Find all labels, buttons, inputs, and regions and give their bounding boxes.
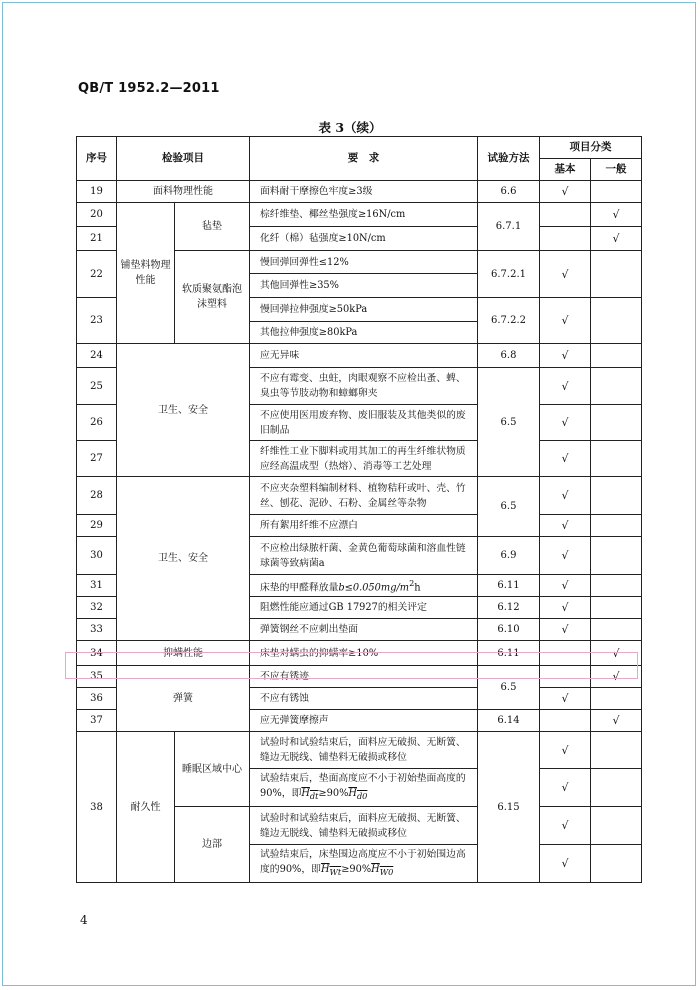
header-general: 一般 — [591, 159, 642, 181]
row-seq: 32 — [77, 597, 117, 619]
requirement-text — [250, 575, 478, 597]
table-row — [77, 203, 642, 227]
requirement-text: 慢回弹回弹性≤12% — [250, 251, 478, 274]
item-label: 抑螨性能 — [117, 641, 250, 666]
requirement-text: 应无异味 — [250, 344, 478, 368]
requirement-text: 试验时和试验结束后，面料应无破损、无断簧、缝边无脱线、铺垫料无破损或移位 — [250, 807, 478, 845]
ratio-text: ≥90% — [318, 788, 349, 800]
method-code: 6.10 — [478, 619, 540, 641]
item-label: 耐久性 — [117, 732, 175, 883]
header-seq: 序号 — [77, 137, 117, 181]
basic-check-mark: √ — [540, 732, 591, 769]
header-requirement: 要 求 — [250, 137, 478, 181]
method-code: 6.5 — [478, 477, 540, 537]
general-check-mark: √ — [591, 227, 642, 251]
sub-item-label: 边部 — [175, 807, 250, 883]
basic-check-mark: √ — [540, 181, 591, 203]
requirement-text: 不应有霉变、虫蛀，肉眼观察不应检出蚤、蜱、臭虫等节肢动物和蟑螂卵夹 — [250, 368, 478, 405]
basic-check-mark: √ — [540, 477, 591, 515]
row-seq: 38 — [77, 732, 117, 883]
header-basic: 基本 — [540, 159, 591, 181]
basic-check-mark: √ — [540, 769, 591, 807]
requirement-text: 化纤（棉）毡强度≥10N/cm — [250, 227, 478, 251]
item-label: 面料物理性能 — [117, 181, 250, 203]
row-seq: 22 — [77, 251, 117, 298]
method-code: 6.6 — [478, 181, 540, 203]
method-code: 6.8 — [478, 344, 540, 368]
requirement-text: 应无弹簧摩擦声 — [250, 710, 478, 732]
requirement-text: 不应检出绿脓杆菌、金黄色葡萄球菌和溶血性链球菌等致病菌a — [250, 537, 478, 575]
table-row — [77, 344, 642, 368]
unit-suffix: h — [414, 582, 421, 594]
basic-check-mark: √ — [540, 845, 591, 883]
height-rule-text: 试验结束后，垫面高度应不小于初始垫面高度的90%，即 — [260, 773, 466, 800]
table-row — [77, 181, 642, 203]
row-seq: 33 — [77, 619, 117, 641]
method-code: 6.15 — [478, 732, 540, 883]
method-code: 6.7.2.1 — [478, 251, 540, 298]
row-seq: 25 — [77, 368, 117, 405]
basic-check-mark: √ — [540, 515, 591, 537]
row-seq: 28 — [77, 477, 117, 515]
method-code: 6.12 — [478, 597, 540, 619]
document-code: QB/T 1952.2—2011 — [78, 81, 220, 96]
basic-check-mark: √ — [540, 441, 591, 477]
edge-initial-symbol: $H_{W0}$ — [371, 864, 394, 877]
row-34-highlight — [65, 652, 638, 679]
row-seq: 34 — [77, 641, 117, 666]
row-seq: 24 — [77, 344, 117, 368]
header-category: 项目分类 — [540, 137, 642, 159]
formaldehyde-text: 床垫的甲醛释放量 — [260, 582, 339, 594]
row-seq: 36 — [77, 688, 117, 710]
ratio-text: ≥90% — [341, 864, 372, 876]
general-check-mark: √ — [591, 203, 642, 227]
formaldehyde-limit: b≤0.050mg/m — [338, 582, 410, 594]
edge-rule-text: 试验结束后，床垫围边高度应不小于初始围边高度的90%，即 — [260, 849, 466, 876]
requirement-text — [250, 769, 478, 807]
sub-item-label: 毡垫 — [175, 203, 250, 251]
method-code: 6.5 — [478, 368, 540, 477]
row-seq: 21 — [77, 227, 117, 251]
basic-check-mark: √ — [540, 619, 591, 641]
requirement-text: 慢回弹拉伸强度≥50kPa — [250, 298, 478, 322]
requirement-text: 其他拉伸强度≥80kPa — [250, 322, 478, 344]
page-number: 4 — [80, 913, 88, 927]
row-seq: 29 — [77, 515, 117, 537]
general-check-mark: √ — [591, 641, 642, 666]
item-label: 卫生、安全 — [117, 477, 250, 641]
requirement-text: 试验时和试验结束后，面料应无破损、无断簧、缝边无脱线、铺垫料无破损或移位 — [250, 732, 478, 769]
method-code: 6.7.1 — [478, 203, 540, 251]
requirement-text: 阻燃性能应通过GB 17927的相关评定 — [250, 597, 478, 619]
general-check-mark: √ — [591, 710, 642, 732]
height-initial-symbol: $H_{d0}$ — [348, 788, 368, 801]
row-seq: 30 — [77, 537, 117, 575]
requirement-text: 不应有锈迹 — [250, 666, 478, 688]
table-title: 表 3（续） — [318, 120, 382, 135]
general-check-mark: √ — [591, 666, 642, 688]
method-code: 6.9 — [478, 537, 540, 575]
requirement-text: 不应夹杂塑料编制材料、植物秸秆或叶、壳、竹丝、刨花、泥砂、石粉、金属丝等杂物 — [250, 477, 478, 515]
basic-check-mark: √ — [540, 405, 591, 441]
basic-check-mark: √ — [540, 344, 591, 368]
basic-check-mark: √ — [540, 597, 591, 619]
item-label: 卫生、安全 — [117, 344, 250, 477]
basic-check-mark: √ — [540, 298, 591, 344]
inspection-table — [76, 136, 642, 883]
basic-check-mark: √ — [540, 575, 591, 597]
row-seq: 20 — [77, 203, 117, 227]
height-final-symbol: $H_{dt}$ — [301, 788, 319, 801]
requirement-text — [250, 845, 478, 883]
row-seq: 31 — [77, 575, 117, 597]
item-label: 铺垫料物理性能 — [117, 203, 175, 344]
unit-exponent: 2 — [409, 577, 415, 588]
method-code: 6.11 — [478, 575, 540, 597]
requirement-text: 面料耐干摩擦色牢度≥3级 — [250, 181, 478, 203]
basic-check-mark: √ — [540, 251, 591, 298]
requirement-text: 弹簧钢丝不应刺出垫面 — [250, 619, 478, 641]
method-code: 6.14 — [478, 710, 540, 732]
method-code: 6.5 — [478, 666, 540, 710]
method-code: 6.11 — [478, 641, 540, 666]
sub-item-label: 睡眠区域中心 — [175, 732, 250, 807]
method-code: 6.7.2.2 — [478, 298, 540, 344]
item-label: 弹簧 — [117, 666, 250, 732]
requirement-text: 不应有锈蚀 — [250, 688, 478, 710]
table-row — [77, 477, 642, 515]
requirement-text: 床垫对螨虫的抑螨率≥10% — [250, 641, 478, 666]
requirement-text: 所有絮用纤维不应漂白 — [250, 515, 478, 537]
basic-check-mark: √ — [540, 807, 591, 845]
basic-check-mark: √ — [540, 368, 591, 405]
row-seq: 19 — [77, 181, 117, 203]
requirement-text: 棕纤维垫、椰丝垫强度≥16N/cm — [250, 203, 478, 227]
row-seq: 35 — [77, 666, 117, 688]
edge-final-symbol: $H_{Wt}$ — [320, 864, 342, 877]
requirement-text: 不应使用医用废弃物、废旧服装及其他类似的废旧制品 — [250, 405, 478, 441]
sub-item-label: 软质聚氨酯泡沫塑料 — [175, 251, 250, 344]
requirement-text: 其他回弹性≥35% — [250, 274, 478, 298]
row-seq: 37 — [77, 710, 117, 732]
row-seq: 23 — [77, 298, 117, 344]
table-row — [77, 732, 642, 769]
row-seq: 26 — [77, 405, 117, 441]
header-item: 检验项目 — [117, 137, 250, 181]
header-method: 试验方法 — [478, 137, 540, 181]
basic-check-mark: √ — [540, 537, 591, 575]
requirement-text: 纤维性工业下脚料或用其加工的再生纤维状物质应经高温成型（热熔）、消毒等工艺处理 — [250, 441, 478, 477]
row-seq: 27 — [77, 441, 117, 477]
basic-check-mark: √ — [540, 688, 591, 710]
